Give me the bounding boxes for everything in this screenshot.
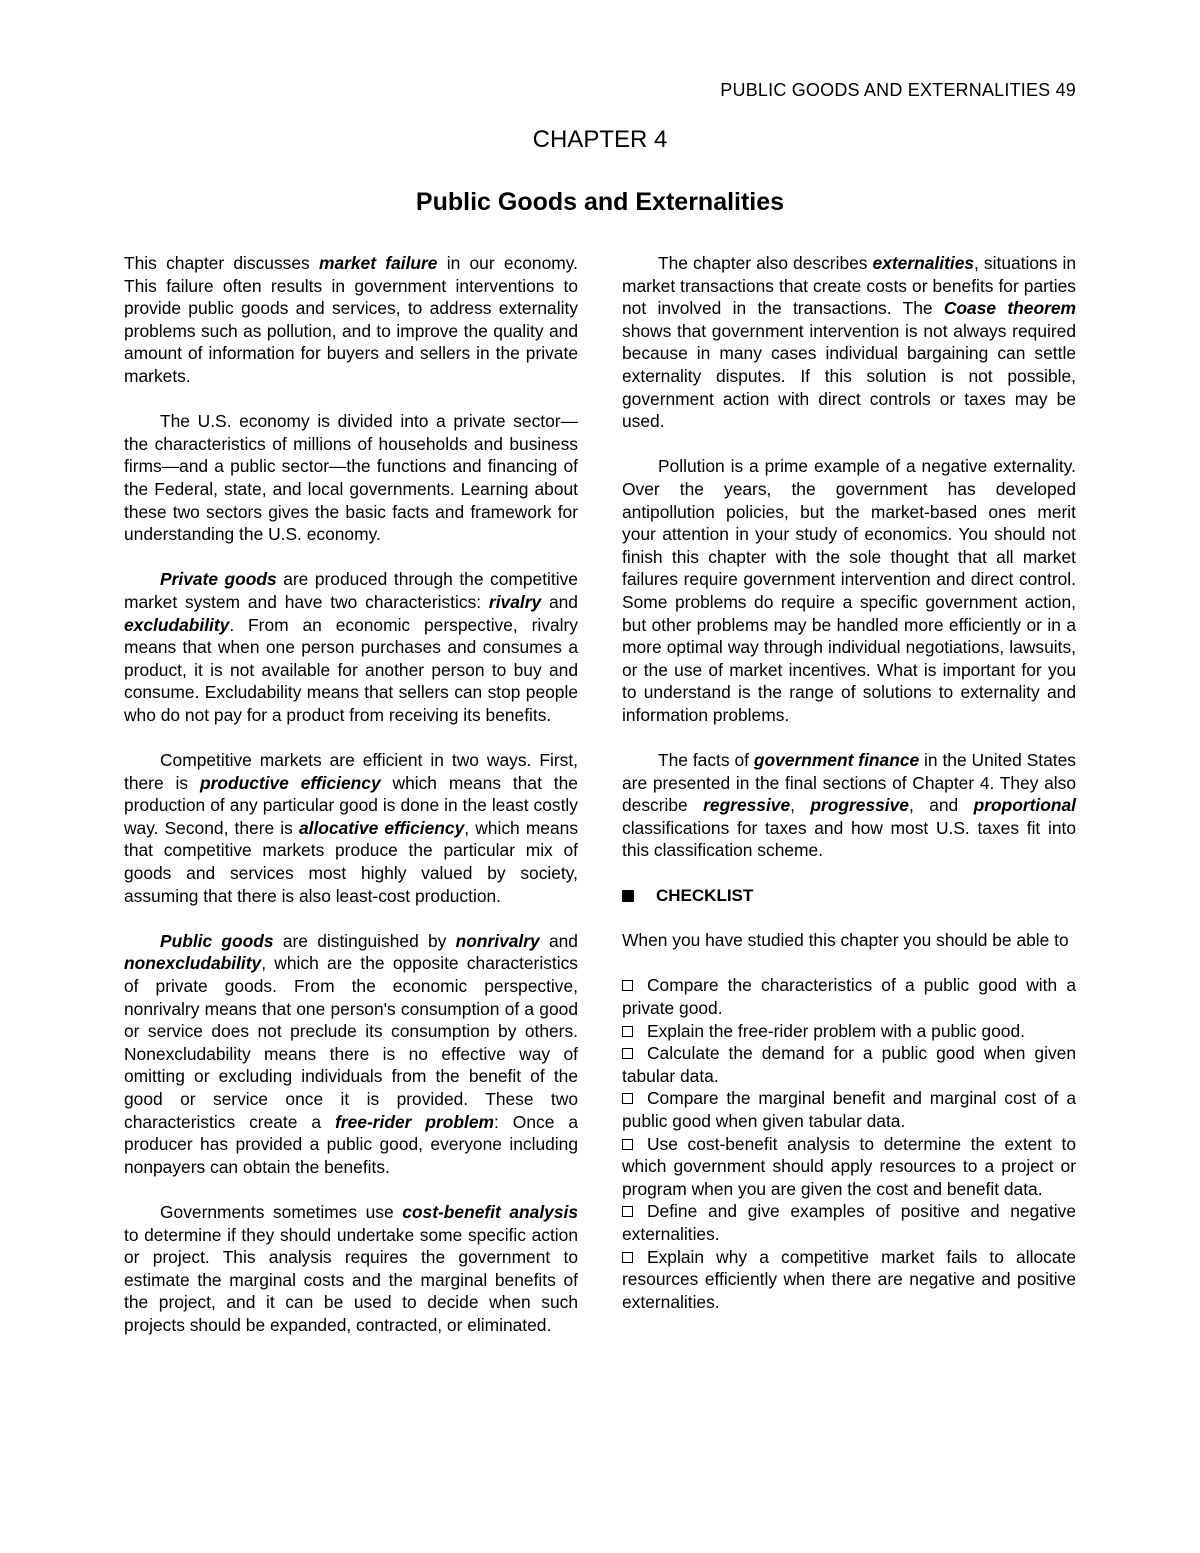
keyword: rivalry [488,591,542,612]
running-head: PUBLIC GOODS AND EXTERNALITIES 49 [720,80,1076,100]
paragraph-private-goods: Private goods are produced through the competitive market system and have two characteristics: rivalry and excludability. From an economic perspective, rivalry means that when one person purchases and consumes a product, it is not available for another person to buy and consume. Excludability means that sellers can stop people who do not pay for a product from receiving its benefits. [124,569,578,725]
checklist-item: Compare the marginal benefit and marginal cost of a public good when given tabular data. [622,1088,1076,1131]
keyword: Private goods [160,569,277,590]
chapter-label: CHAPTER 4 [532,126,668,153]
checkbox-icon [622,1139,633,1150]
checklist-item: Explain why a competitive market fails to allocate resources efficiently when there are negative and positive externalities. [622,1246,1076,1312]
keyword: government finance [753,750,920,771]
keyword: allocative efficiency [298,817,465,838]
paragraph-externalities: The chapter also describes externalities, situations in market transactions that create costs or benefits for parties not involved in the transactions. The Coase theorem shows that government intervention is not always required because in many cases individual bargaining can settle externality disputes. If this solution is not possible, government action with direct controls or taxes may be used. [622,253,1077,432]
checkbox-icon [622,1252,633,1263]
keyword: nonexcludability [124,953,262,974]
checkbox-icon [622,1048,633,1059]
right-column [622,252,1076,1313]
checklist-item: Compare the characteristics of a public good with a private good. [622,975,1076,1018]
checklist-item: Use cost-benefit analysis to determine the extent to which government should apply resources to a project or program when you are given the cost and benefit data. [622,1133,1076,1199]
keyword: progressive [810,795,909,816]
paragraph-pollution: Pollution is a prime example of a negative externality. Over the years, the government has developed antipollution policies, but the market-based ones merit your attention in your study of economics. You should not finish this chapter with the sole thought that all market failures require government intervention and direct control. Some problems do require a specific government action, but other problems may be handled more efficiently or in a more optimal way through individual negotiations, lawsuits, or the use of market incentives. What is important for you to understand is the range of solutions to externality and information problems. [622,456,1076,725]
keyword: nonrivalry [455,930,540,951]
keyword: market failure [318,253,438,273]
paragraph-sectors: The U.S. economy is divided into a private sector—the characteristics of millions of households and business firms—and a public sector—the functions and financing of the Federal, state, and local governments. Learning about these two sectors gives the basic facts and framework for understanding the U.S. economy. [124,411,578,545]
filled-square-icon [622,890,634,902]
checklist-intro: When you have studied this chapter you should be able to [622,930,1069,951]
checkbox-icon [622,980,633,991]
checklist-heading [622,885,1076,908]
keyword: productive efficiency [199,772,381,793]
checkbox-icon [622,1206,633,1217]
checkbox-icon [622,1026,633,1037]
checkbox-icon [622,1093,633,1104]
left-column [124,252,578,1359]
keyword: regressive [703,795,791,816]
keyword: proportional [973,795,1076,816]
paragraph-efficiency: Competitive markets are efficient in two ways. First, there is productive efficiency which means that the production of any particular good is done in the least costly way. Second, there is allocative efficiency, which means that competitive markets produce the particular mix of goods and services most highly valued by society, assuming that there is also least-cost production. [124,750,579,906]
keyword: externalities [872,253,975,273]
keyword: free-rider problem [335,1111,494,1132]
chapter-title: Public Goods and Externalities [415,188,785,216]
keyword: cost-benefit analysis [402,1201,579,1222]
checklist-item: Calculate the demand for a public good when given tabular data. [622,1043,1076,1086]
keyword: Coase theorem [943,298,1077,319]
paragraph-government-finance: The facts of government finance in the United States are presented in the final sections of Chapter 4. They also describe regressive, progressive, and proportional classifications for taxes and how most U.S. taxes fit into this classification scheme. [622,750,1076,861]
paragraph-cost-benefit: Governments sometimes use cost-benefit analysis to determine if they should undertake some specific action or project. This analysis requires the government to estimate the marginal costs and the marginal benefits of the project, and it can be used to decide when such projects should be expanded, contracted, or eliminated. [124,1201,579,1335]
paragraph-intro: This chapter discusses market failure in our economy. This failure often results in government interventions to provide public goods and services, to address externality problems such as pollution, and to improve the quality and amount of information for buyers and sellers in the private markets. [124,253,578,386]
keyword: Public goods [160,930,274,951]
paragraph-public-goods: Public goods are distinguished by nonrivalry and nonexcludability, which are the opposite characteristics of private goods. From the economic perspective, nonrivalry means that one person's consumption of a good or service does not preclude its consumption by others. Nonexcludability means there is no effective way of omitting or excluding individuals from the benefit of the good or service once it is provided. These two characteristics create a free-rider problem: Once a producer has provided a public good, everyone including nonpayers can obtain the benefits. [124,930,579,1177]
checklist-item: Define and give examples of positive and negative externalities. [622,1201,1076,1244]
checklist-item: Explain the free-rider problem with a public good. [622,1020,1076,1043]
checklist-heading-label: CHECKLIST [656,885,754,905]
checklist-items [622,974,1076,1313]
keyword: excludability [124,614,230,635]
